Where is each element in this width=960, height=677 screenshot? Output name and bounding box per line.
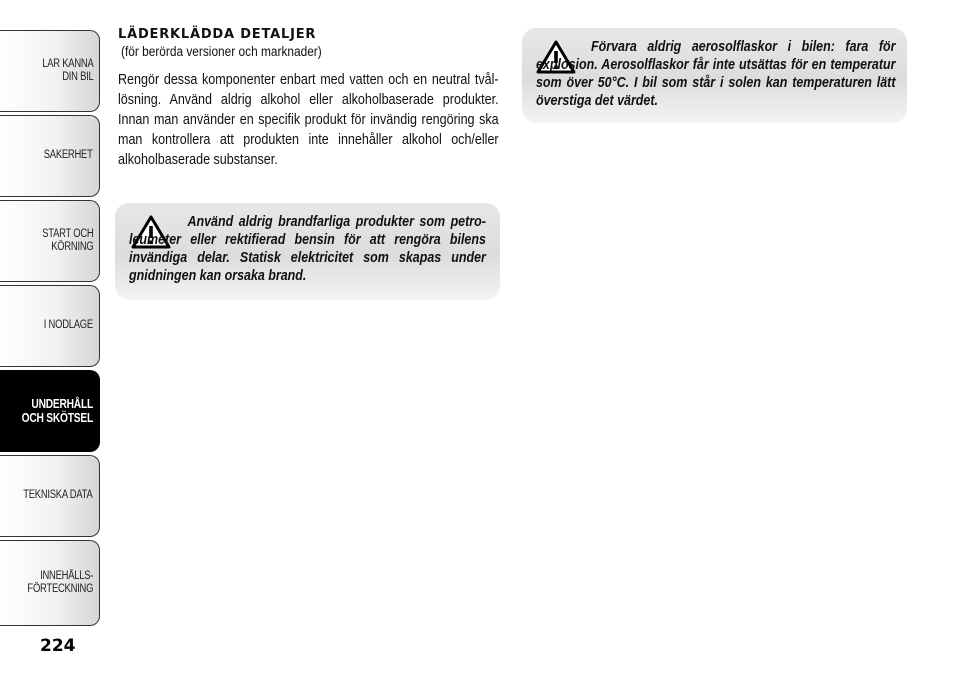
tab-innehallsforteckning[interactable]: [0, 540, 100, 626]
section-body: Rengör dessa komponenter enbart med vatten och en neutral tvål-lösning. Använd aldrig alkohol eller alkoholbaserade produkter. Innan man använder en specifik produkt för invändig rengöring ska man kontrollera att produkten inte innehåller alkohol och/eller alkoholbaserade substanser.: [118, 72, 499, 168]
tab-label: INNEHÅLLS- FÖRTECKNING: [27, 569, 93, 595]
tab-label: TEKNISKA DATA: [23, 489, 93, 502]
tab-label: I NÖDLÄGE: [43, 319, 93, 332]
tab-start-och-korning[interactable]: [0, 200, 100, 282]
tab-tekniska-data[interactable]: [0, 455, 100, 537]
tab-label: SÄKERHET: [44, 149, 93, 162]
tab-label: UNDERHÅLL OCH SKÖTSEL: [21, 396, 94, 425]
tab-lar-kanna-din-bil[interactable]: [0, 30, 100, 112]
tab-i-nodlage[interactable]: [0, 285, 100, 367]
tab-label: START OCH KÖRNING: [41, 227, 93, 253]
page-number: 224: [40, 636, 76, 656]
tab-label: LÄR KÄNNA DIN BIL: [41, 57, 93, 83]
tab-sakerhet[interactable]: [0, 115, 100, 197]
warning-text: Använd aldrig brandfarliga produkter som petro-leumeter eller rektifierad bensin för att rengöra bilens invändiga delar. Statisk elektricitet som skapas under gnidningen kan orsaka brand.: [129, 214, 486, 284]
tab-underhall-och-skotsel[interactable]: [0, 370, 100, 452]
section-subtitle: (för berörda versioner och marknader): [121, 44, 322, 59]
section-title: LÄDERKLÄDDA DETALJER: [118, 27, 317, 42]
warning-box-aerosol: [522, 28, 907, 123]
warning-box-flammable: [115, 203, 500, 300]
warning-text: Förvara aldrig aerosolflaskor i bilen: fara för explosion. Aerosolflaskor får inte utsättas för en temperatur som över 50°C. I bil som står i solen kan temperaturen lätt överstiga det värdet.: [536, 39, 896, 109]
